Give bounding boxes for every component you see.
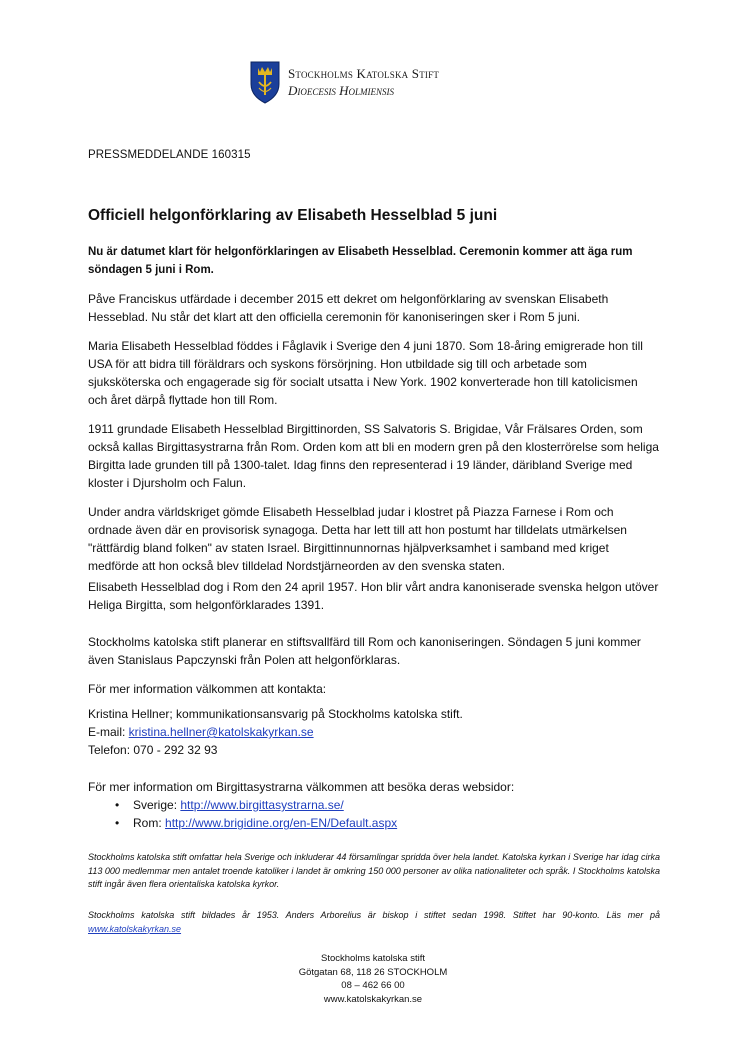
website-label-sweden: Sverige: xyxy=(133,798,181,812)
contact-block xyxy=(88,705,660,759)
contact-line: Kristina Hellner; kommunikationsansvarig på Stockholms katolska stift. xyxy=(88,707,463,721)
footer-org: Stockholms katolska stift xyxy=(320,953,425,964)
list-item xyxy=(88,814,660,832)
paragraph-3: 1911 grundade Elisabeth Hesselblad Birgittinorden, SS Salvatoris S. Brigidae, Vår Frälsares Orden, som också kallas Birgittasystrarna från Rom. Orden kom att bli en modern gren på den klosterrörelse som heliga Birgitta lade grunden till på 1300-talet. Idag finns den representerad i 19 länder, däribland Sverige med kloster i Djursholm och Falun. xyxy=(88,422,659,490)
more-info-block xyxy=(88,778,660,832)
diocese-website-link[interactable]: www.katolskakyrkan.se xyxy=(88,923,182,934)
paragraph-2: Maria Elisabeth Hesselblad föddes i Fåglavik i Sverige den 4 juni 1870. Som 18-åring emigrerade hon till USA för att bidra till föräldrars och syskons försörjning. Hon utbildade sig till och arbetade som sjuksköterska och engagerade sig för socialt utsatta i New York. 1902 konverterade hon till katolicismen och året därpå flyttade hon till Rom. xyxy=(88,339,643,407)
lead-paragraph: Nu är datumet klart för helgonförklaringen av Elisabeth Hesselblad. Ceremonin kommer att äga rum söndagen 5 juni i Rom. xyxy=(88,246,633,276)
list-item xyxy=(88,796,660,814)
org-latin-name: Dioecesis Holmiensis xyxy=(288,82,395,98)
org-name: Stockholms Katolska Stift xyxy=(288,65,440,81)
paragraph-5: Elisabeth Hesselblad dog i Rom den 24 april 1957. Hon blir vårt andra kanoniserade svenska helgon utöver Heliga Birgitta, som helgonförklarades 1391. xyxy=(88,580,659,612)
phone-line: Telefon: 070 - 292 32 93 xyxy=(88,743,218,757)
footer-phone: 08 – 462 66 00 xyxy=(341,980,405,992)
footer-website: www.katolskakyrkan.se xyxy=(323,993,423,1005)
diocese-header xyxy=(250,59,439,104)
diocese-note-2: Stockholms katolska stift bildades år 1953. Anders Arborelius är biskop i stiftet sedan 1998. Stiftet har 90-konto. Läs mer på www.katolskakyrkan.se xyxy=(88,910,660,934)
email-label: E-mail: xyxy=(88,725,129,739)
diocese-note-1: Stockholms katolska stift omfattar hela Sverige och inkluderar 44 församlingar spridda över hela landet. Katolska kyrkan i Sverige har idag cirka 113 000 medlemmar men antalet troende katoliker i landet är omkring 150 000 personer av olika nationaliteter och språk. I Stockholms katolska stift ingår även flera orientaliska katolska kyrkor. xyxy=(88,852,660,889)
website-link-sweden[interactable]: http://www.birgittasystrarna.se/ xyxy=(180,798,344,812)
email-link[interactable]: kristina.hellner@katolskakyrkan.se xyxy=(128,725,314,739)
website-link-rome[interactable]: http://www.brigidine.org/en-EN/Default.aspx xyxy=(165,816,398,830)
more-info-intro: För mer information om Birgittasystrarna välkommen att besöka deras websidor: xyxy=(88,780,515,794)
contact-intro: För mer information välkommen att kontakta: xyxy=(88,682,327,696)
footer-street: Götgatan 68, 118 26 STOCKHOLM xyxy=(298,966,448,978)
diocese-shield-icon xyxy=(250,60,280,104)
footer-address xyxy=(223,952,523,1006)
website-label-rome: Rom: xyxy=(133,816,166,830)
paragraph-4: Under andra världskriget gömde Elisabeth Hesselblad judar i klostret på Piazza Farnese i Rom och ordnade även där en provisorisk synagoga. Detta har lett till att hon postumt har tilldelats utmärkelsen "rättfärdig bland folken" av staten Israel. Birgittinnunnornas hjälpverksamhet i samband med kriget medförde att hon också blev tilldelad Nordstjärneorden av den svenska staten. xyxy=(88,505,627,573)
headline: Officiell helgonförklaring av Elisabeth Hesselblad 5 juni xyxy=(88,207,498,224)
press-release-id: PRESSMEDDELANDE 160315 xyxy=(88,149,251,161)
paragraph-1: Påve Franciskus utfärdade i december 2015 ett dekret om helgonförklaring av svenskan Elisabeth Hesseblad. Nu står det klart att den officiella ceremonin för kanoniseringen sker i Rom 5 juni. xyxy=(88,292,609,324)
paragraph-6: Stockholms katolska stift planerar en stiftsvallfärd till Rom och kanoniseringen. Söndagen 5 juni kommer även Stanislaus Papczynski från Polen att helgonförklaras. xyxy=(88,635,641,667)
website-list xyxy=(88,796,660,832)
